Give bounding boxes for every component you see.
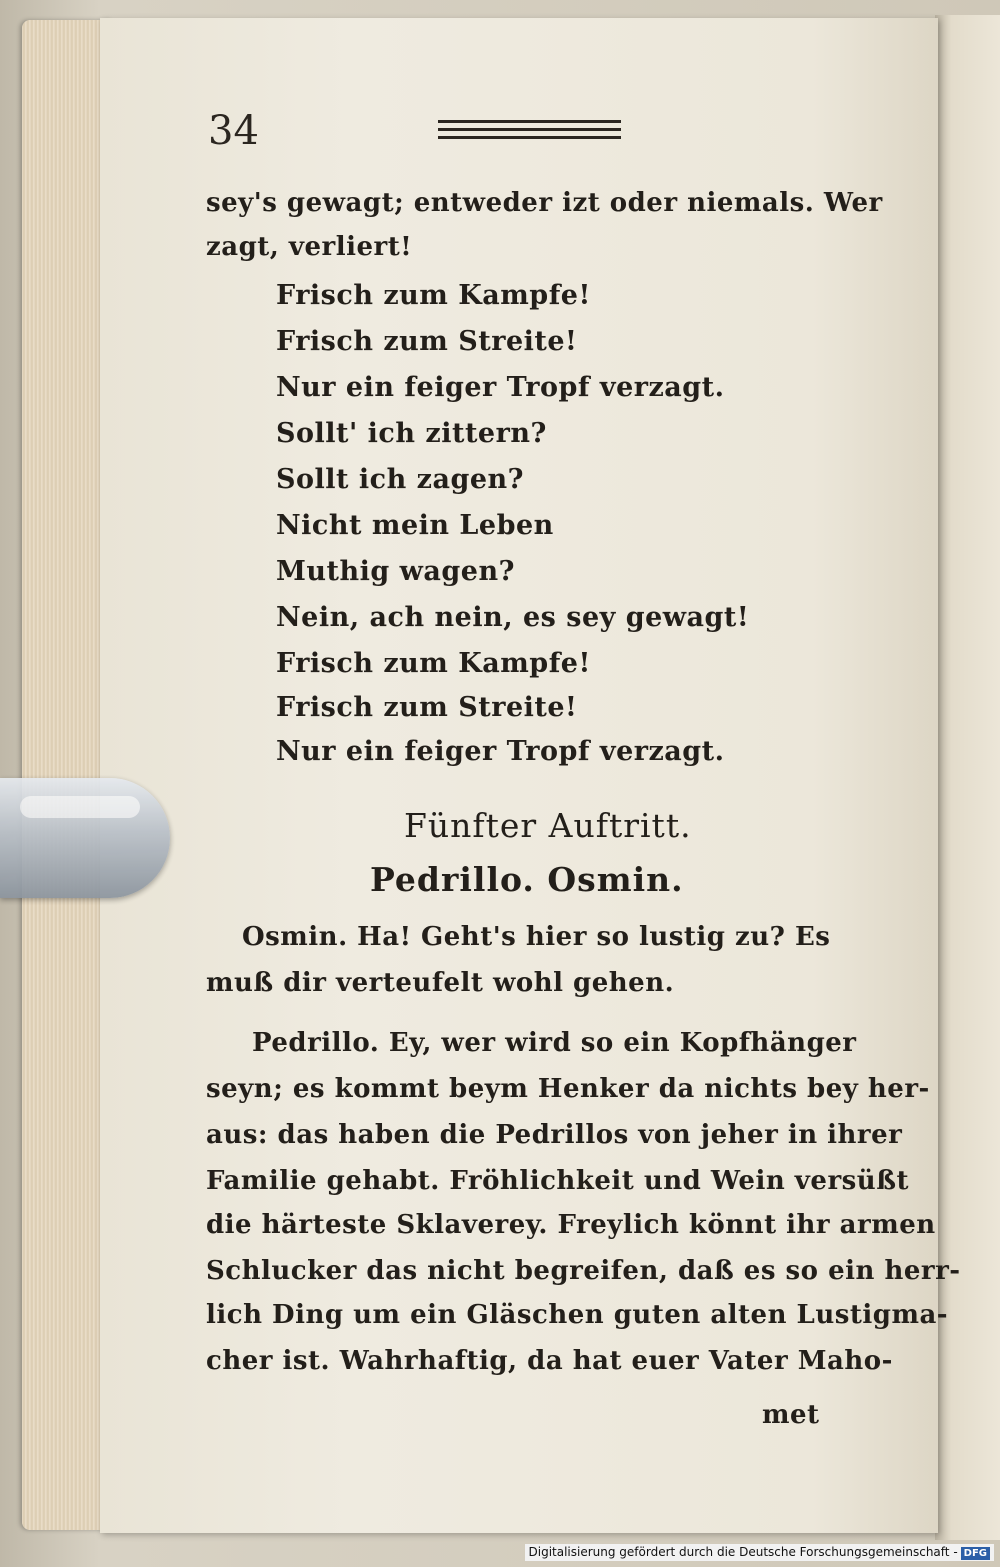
verse-line: Nur ein feiger Tropf verzagt. <box>276 736 725 767</box>
catchword: met <box>762 1400 820 1430</box>
digitization-credit <box>525 1544 995 1561</box>
scene-characters: Pedrillo. Osmin. <box>370 860 684 899</box>
dialogue-line: die härteste Sklaverey. Freylich könnt ihr armen <box>206 1210 936 1240</box>
verse-line: Frisch zum Kampfe! <box>276 648 591 679</box>
dialogue-line: seyn; es kommt beym Henker da nichts bey her- <box>206 1074 930 1104</box>
header-ornament-rule <box>438 120 621 152</box>
verse-line: Nur ein feiger Tropf verzagt. <box>276 372 725 403</box>
dialogue-line: aus: das haben die Pedrillos von jeher in ihrer <box>206 1120 903 1150</box>
verse-line: Sollt' ich zittern? <box>276 418 547 449</box>
verse-line: Frisch zum Streite! <box>276 326 578 357</box>
dialogue-line: lich Ding um ein Gläschen guten alten Lustigma- <box>206 1300 949 1330</box>
verse-line: Nicht mein Leben <box>276 510 554 541</box>
dfg-logo: DFG <box>961 1547 990 1560</box>
scene-heading: Fünfter Auftritt. <box>404 806 692 845</box>
prose-line: zagt, verliert! <box>206 232 413 262</box>
verse-line: Frisch zum Streite! <box>276 692 578 723</box>
verse-line: Muthig wagen? <box>276 556 515 587</box>
bookmark-clip <box>0 778 170 898</box>
dialogue-line: cher ist. Wahrhaftig, da hat euer Vater Maho- <box>206 1346 893 1376</box>
page-number: 34 <box>208 108 259 154</box>
dialogue-line: Osmin. Ha! Geht's hier so lustig zu? Es <box>242 922 831 952</box>
dialogue-line: Familie gehabt. Fröhlichkeit und Wein versüßt <box>206 1166 909 1196</box>
page-edges <box>22 20 112 1530</box>
verse-line: Sollt ich zagen? <box>276 464 524 495</box>
dialogue-line: muß dir verteufelt wohl gehen. <box>206 968 675 998</box>
verse-line: Frisch zum Kampfe! <box>276 280 591 311</box>
dialogue-line: Pedrillo. Ey, wer wird so ein Kopfhänger <box>252 1028 857 1058</box>
dialogue-line: Schlucker das nicht begreifen, daß es so ein herr- <box>206 1256 961 1286</box>
prose-line: sey's gewagt; entweder izt oder niemals. Wer <box>206 188 883 218</box>
credit-text: Digitalisierung gefördert durch die Deutsche Forschungsgemeinschaft - <box>528 1545 958 1559</box>
verse-line: Nein, ach nein, es sey gewagt! <box>276 602 750 633</box>
